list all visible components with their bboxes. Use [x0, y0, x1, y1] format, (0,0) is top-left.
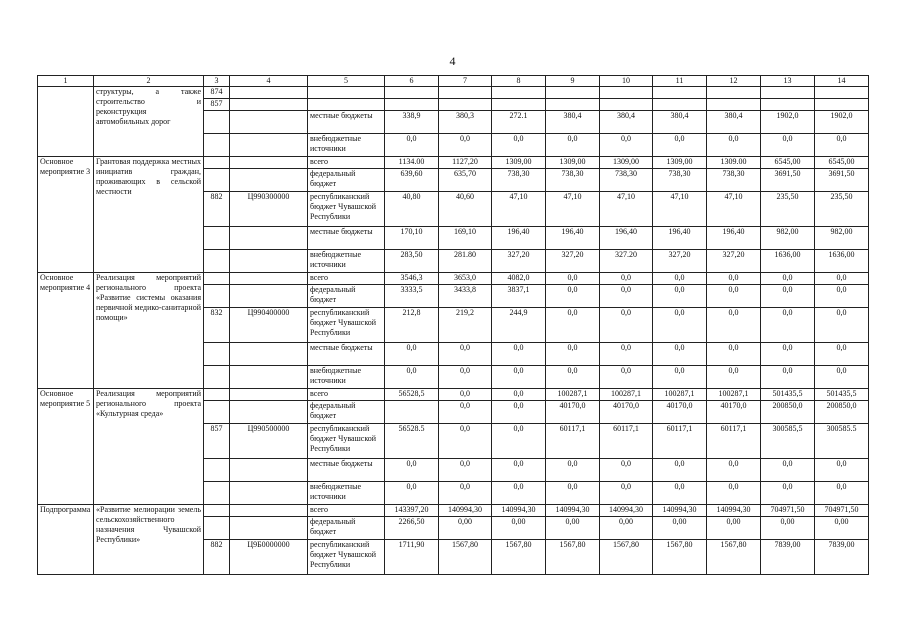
value-cell: 0,0: [492, 389, 546, 401]
grbs-code: [204, 505, 230, 517]
value-cell: 738,30: [707, 169, 761, 192]
value-cell: 0,0: [815, 366, 869, 389]
header-cell-11: 11: [653, 76, 707, 87]
grbs-code: [204, 389, 230, 401]
header-cell-1: 1: [38, 76, 94, 87]
value-cell: [761, 99, 815, 111]
value-cell: 0,0: [707, 134, 761, 157]
funding-source: всего: [308, 505, 385, 517]
grbs-code: [204, 273, 230, 285]
value-cell: [600, 87, 653, 99]
value-cell: 380,4: [546, 111, 600, 134]
budget-classification-code: [230, 505, 308, 517]
funding-source: местные бюджеты: [308, 459, 385, 482]
value-cell: [600, 99, 653, 111]
event-description: Реализация мероприятий регионального проекта «Развитие системы оказания первичной медико-санитарной помощи»: [94, 273, 204, 389]
funding-source: [308, 99, 385, 111]
value-cell: 380,4: [707, 111, 761, 134]
event-description: Реализация мероприятий регионального проекта «Культурная среда»: [94, 389, 204, 505]
header-cell-10: 10: [600, 76, 653, 87]
grbs-code: 874: [204, 87, 230, 99]
grbs-code: [204, 111, 230, 134]
event-label: Основное мероприятие 5: [38, 389, 94, 505]
grbs-code: 882: [204, 192, 230, 227]
budget-classification-code: [230, 99, 308, 111]
value-cell: 235,50: [761, 192, 815, 227]
value-cell: [707, 99, 761, 111]
budget-classification-code: Ц990400000: [230, 308, 308, 343]
value-cell: 327,20: [546, 250, 600, 273]
value-cell: 738,30: [653, 169, 707, 192]
value-cell: 0,00: [439, 517, 492, 540]
value-cell: 982,00: [815, 227, 869, 250]
value-cell: 7839,00: [815, 540, 869, 575]
value-cell: 0,0: [546, 273, 600, 285]
value-cell: 0,0: [761, 273, 815, 285]
value-cell: 56528.5: [385, 424, 439, 459]
grbs-code: 882: [204, 540, 230, 575]
budget-classification-code: [230, 459, 308, 482]
grbs-code: [204, 343, 230, 366]
value-cell: 0,0: [653, 482, 707, 505]
header-cell-12: 12: [707, 76, 761, 87]
value-cell: 3333,5: [385, 285, 439, 308]
grbs-code: 857: [204, 99, 230, 111]
header-cell-4: 4: [230, 76, 308, 87]
value-cell: 0,0: [653, 134, 707, 157]
event-description: Грантовая поддержка местных инициатив граждан, проживающих в сельской местности: [94, 157, 204, 273]
value-cell: 0,0: [492, 424, 546, 459]
value-cell: 0,0: [815, 134, 869, 157]
value-cell: 1902,0: [815, 111, 869, 134]
budget-classification-code: [230, 482, 308, 505]
value-cell: 196,40: [707, 227, 761, 250]
value-cell: 0,0: [653, 343, 707, 366]
value-cell: 4082,0: [492, 273, 546, 285]
value-cell: 0,0: [600, 482, 653, 505]
value-cell: 0,00: [546, 517, 600, 540]
value-cell: 0,0: [546, 366, 600, 389]
value-cell: 0,0: [761, 308, 815, 343]
funding-source: местные бюджеты: [308, 111, 385, 134]
value-cell: 47,10: [492, 192, 546, 227]
value-cell: 40170,0: [546, 401, 600, 424]
value-cell: 0,0: [653, 285, 707, 308]
value-cell: 140994,30: [707, 505, 761, 517]
value-cell: 40170,0: [707, 401, 761, 424]
value-cell: 1309.00: [707, 157, 761, 169]
header-cell-8: 8: [492, 76, 546, 87]
value-cell: 300585,5: [761, 424, 815, 459]
budget-classification-code: [230, 169, 308, 192]
value-cell: 0,0: [707, 459, 761, 482]
value-cell: 0,00: [761, 517, 815, 540]
funding-source: всего: [308, 273, 385, 285]
grbs-code: [204, 482, 230, 505]
value-cell: [385, 87, 439, 99]
value-cell: 1567,80: [707, 540, 761, 575]
funding-source: всего: [308, 157, 385, 169]
value-cell: 0,0: [492, 459, 546, 482]
grbs-code: 832: [204, 308, 230, 343]
value-cell: 1309,00: [546, 157, 600, 169]
value-cell: 2266,50: [385, 517, 439, 540]
value-cell: 3691,50: [815, 169, 869, 192]
budget-classification-code: [230, 134, 308, 157]
value-cell: 6545,00: [815, 157, 869, 169]
funding-source: федеральный бюджет: [308, 517, 385, 540]
budget-classification-code: Ц990500000: [230, 424, 308, 459]
value-cell: 635,70: [439, 169, 492, 192]
value-cell: 196,40: [600, 227, 653, 250]
value-cell: 1309,00: [492, 157, 546, 169]
value-cell: [492, 99, 546, 111]
event-label: [38, 87, 94, 157]
value-cell: [439, 87, 492, 99]
value-cell: 0,00: [707, 517, 761, 540]
grbs-code: [204, 250, 230, 273]
value-cell: 0,0: [815, 285, 869, 308]
value-cell: 235,50: [815, 192, 869, 227]
value-cell: 0,0: [385, 366, 439, 389]
value-cell: 0,0: [761, 343, 815, 366]
value-cell: [439, 99, 492, 111]
value-cell: 212,8: [385, 308, 439, 343]
budget-classification-code: [230, 366, 308, 389]
value-cell: 0,0: [815, 343, 869, 366]
value-cell: 100287,1: [600, 389, 653, 401]
value-cell: 60117,1: [653, 424, 707, 459]
value-cell: [815, 87, 869, 99]
value-cell: 47,10: [707, 192, 761, 227]
value-cell: 0,0: [653, 308, 707, 343]
header-cell-2: 2: [94, 76, 204, 87]
funding-source: федеральный бюджет: [308, 401, 385, 424]
value-cell: 380,3: [439, 111, 492, 134]
value-cell: 380,4: [600, 111, 653, 134]
grbs-code: [204, 459, 230, 482]
value-cell: 982,00: [761, 227, 815, 250]
value-cell: 704971,50: [815, 505, 869, 517]
value-cell: 0,0: [439, 424, 492, 459]
value-cell: 327,20: [707, 250, 761, 273]
value-cell: 501435,5: [815, 389, 869, 401]
grbs-code: [204, 401, 230, 424]
value-cell: 3837,1: [492, 285, 546, 308]
budget-classification-code: Ц990300000: [230, 192, 308, 227]
value-cell: 47,10: [600, 192, 653, 227]
value-cell: 100287,1: [707, 389, 761, 401]
page-number: 4: [449, 54, 456, 68]
event-label: Основное мероприятие 3: [38, 157, 94, 273]
value-cell: 47,10: [653, 192, 707, 227]
value-cell: 140994,30: [439, 505, 492, 517]
value-cell: 1636,00: [815, 250, 869, 273]
value-cell: 1567,80: [492, 540, 546, 575]
funding-source: внебюджетные источники: [308, 250, 385, 273]
value-cell: 0,00: [600, 517, 653, 540]
value-cell: 1309,00: [600, 157, 653, 169]
value-cell: 0,0: [600, 366, 653, 389]
value-cell: 501435,5: [761, 389, 815, 401]
value-cell: 60117,1: [600, 424, 653, 459]
value-cell: 0,0: [653, 273, 707, 285]
budget-classification-code: [230, 250, 308, 273]
grbs-code: [204, 517, 230, 540]
value-cell: 0,0: [439, 401, 492, 424]
value-cell: 738,30: [600, 169, 653, 192]
value-cell: 0,0: [600, 285, 653, 308]
value-cell: 219,2: [439, 308, 492, 343]
grbs-code: [204, 157, 230, 169]
value-cell: 0,00: [653, 517, 707, 540]
grbs-code: [204, 169, 230, 192]
value-cell: 0,0: [492, 482, 546, 505]
value-cell: 1309,00: [653, 157, 707, 169]
value-cell: 0,0: [439, 482, 492, 505]
budget-classification-code: [230, 111, 308, 134]
value-cell: 40170,0: [653, 401, 707, 424]
table-row: [38, 505, 869, 517]
value-cell: 272.1: [492, 111, 546, 134]
value-cell: 60117,1: [707, 424, 761, 459]
value-cell: 0,0: [600, 343, 653, 366]
value-cell: 0,0: [439, 366, 492, 389]
value-cell: 0,0: [600, 273, 653, 285]
value-cell: 140994,30: [546, 505, 600, 517]
funding-source: внебюджетные источники: [308, 482, 385, 505]
value-cell: 0,0: [707, 285, 761, 308]
value-cell: 3691,50: [761, 169, 815, 192]
value-cell: 0,0: [439, 134, 492, 157]
value-cell: 281.80: [439, 250, 492, 273]
value-cell: 196,40: [546, 227, 600, 250]
value-cell: [815, 99, 869, 111]
value-cell: 143397,20: [385, 505, 439, 517]
value-cell: 200850,0: [815, 401, 869, 424]
event-description: «Развитие мелиорации земель сельскохозяйственного назначения Чувашской Республики»: [94, 505, 204, 575]
value-cell: 0,00: [815, 517, 869, 540]
value-cell: 100287,1: [546, 389, 600, 401]
funding-source: внебюджетные источники: [308, 366, 385, 389]
table-row: [38, 389, 869, 401]
value-cell: 1567,80: [600, 540, 653, 575]
value-cell: 0,0: [600, 459, 653, 482]
value-cell: [653, 87, 707, 99]
value-cell: 1902,0: [761, 111, 815, 134]
value-cell: 7839,00: [761, 540, 815, 575]
value-cell: 738,30: [492, 169, 546, 192]
value-cell: 1134.00: [385, 157, 439, 169]
funding-source: республиканский бюджет Чувашской Республики: [308, 540, 385, 575]
value-cell: 0,0: [385, 343, 439, 366]
value-cell: 0,0: [492, 401, 546, 424]
value-cell: 0,0: [546, 134, 600, 157]
value-cell: [707, 87, 761, 99]
value-cell: 0,0: [653, 459, 707, 482]
event-label: Подпрограмма: [38, 505, 94, 575]
value-cell: 60117,1: [546, 424, 600, 459]
value-cell: 0,0: [600, 308, 653, 343]
budget-classification-code: [230, 389, 308, 401]
value-cell: 3653,0: [439, 273, 492, 285]
value-cell: 47,10: [546, 192, 600, 227]
value-cell: 327,20: [492, 250, 546, 273]
value-cell: 338,9: [385, 111, 439, 134]
funding-source: внебюджетные источники: [308, 134, 385, 157]
value-cell: 1567,80: [546, 540, 600, 575]
header-cell-9: 9: [546, 76, 600, 87]
value-cell: 0,0: [707, 366, 761, 389]
value-cell: 140994,30: [653, 505, 707, 517]
value-cell: 0,0: [761, 459, 815, 482]
value-cell: 0,0: [707, 273, 761, 285]
value-cell: 0,0: [439, 343, 492, 366]
value-cell: [492, 87, 546, 99]
header-cell-7: 7: [439, 76, 492, 87]
value-cell: 244,9: [492, 308, 546, 343]
funding-source: федеральный бюджет: [308, 169, 385, 192]
value-cell: 3546,3: [385, 273, 439, 285]
value-cell: 327,20: [653, 250, 707, 273]
value-cell: 0,00: [492, 517, 546, 540]
budget-classification-code: [230, 87, 308, 99]
value-cell: 196,40: [492, 227, 546, 250]
budget-table: [37, 75, 869, 575]
value-cell: 0,0: [600, 134, 653, 157]
funding-source: местные бюджеты: [308, 343, 385, 366]
value-cell: 0,0: [385, 482, 439, 505]
header-cell-6: 6: [385, 76, 439, 87]
value-cell: 0,0: [546, 343, 600, 366]
grbs-code: [204, 366, 230, 389]
value-cell: 0,0: [385, 134, 439, 157]
table-row: [38, 87, 869, 99]
value-cell: 40170,0: [600, 401, 653, 424]
budget-classification-code: [230, 227, 308, 250]
value-cell: 0,0: [492, 134, 546, 157]
value-cell: 704971,50: [761, 505, 815, 517]
value-cell: 0,0: [492, 366, 546, 389]
budget-classification-code: [230, 401, 308, 424]
value-cell: 0,0: [761, 366, 815, 389]
value-cell: 56528,5: [385, 389, 439, 401]
grbs-code: [204, 134, 230, 157]
budget-classification-code: Ц9Б0000000: [230, 540, 308, 575]
value-cell: 170,10: [385, 227, 439, 250]
value-cell: 0,0: [546, 459, 600, 482]
value-cell: 0,0: [439, 459, 492, 482]
value-cell: 283,50: [385, 250, 439, 273]
table-row: [38, 273, 869, 285]
funding-source: [308, 87, 385, 99]
header-cell-13: 13: [761, 76, 815, 87]
value-cell: 1567,80: [439, 540, 492, 575]
value-cell: 140994,30: [492, 505, 546, 517]
value-cell: 0,0: [815, 459, 869, 482]
value-cell: 6545,00: [761, 157, 815, 169]
value-cell: [761, 87, 815, 99]
value-cell: 0,0: [546, 482, 600, 505]
grbs-code: 857: [204, 424, 230, 459]
value-cell: 0,0: [385, 459, 439, 482]
value-cell: [653, 99, 707, 111]
value-cell: 0,0: [546, 285, 600, 308]
grbs-code: [204, 285, 230, 308]
budget-classification-code: [230, 157, 308, 169]
value-cell: 1711,90: [385, 540, 439, 575]
value-cell: 0,0: [761, 134, 815, 157]
value-cell: 0,0: [653, 366, 707, 389]
header-cell-3: 3: [204, 76, 230, 87]
value-cell: 380,4: [653, 111, 707, 134]
event-description: структуры, а также строительство и реконструкция автомобильных дорог: [94, 87, 204, 157]
value-cell: 100287,1: [653, 389, 707, 401]
value-cell: 0,0: [546, 308, 600, 343]
value-cell: 3433,8: [439, 285, 492, 308]
value-cell: 0,0: [815, 308, 869, 343]
funding-source: всего: [308, 389, 385, 401]
funding-source: федеральный бюджет: [308, 285, 385, 308]
value-cell: 169,10: [439, 227, 492, 250]
funding-source: республиканский бюджет Чувашской Республики: [308, 424, 385, 459]
event-label: Основное мероприятие 4: [38, 273, 94, 389]
value-cell: 0,0: [439, 389, 492, 401]
funding-source: местные бюджеты: [308, 227, 385, 250]
value-cell: 0,0: [761, 285, 815, 308]
value-cell: 0,0: [707, 482, 761, 505]
value-cell: [546, 99, 600, 111]
value-cell: [385, 99, 439, 111]
value-cell: 0,0: [815, 482, 869, 505]
value-cell: 0,0: [492, 343, 546, 366]
value-cell: 140994,30: [600, 505, 653, 517]
value-cell: 0,0: [707, 308, 761, 343]
value-cell: 0,0: [707, 343, 761, 366]
header-cell-14: 14: [815, 76, 869, 87]
value-cell: 40,80: [385, 192, 439, 227]
budget-classification-code: [230, 273, 308, 285]
header-cell-5: 5: [308, 76, 385, 87]
value-cell: 738,30: [546, 169, 600, 192]
value-cell: 0,0: [761, 482, 815, 505]
value-cell: [385, 401, 439, 424]
value-cell: 0,0: [815, 273, 869, 285]
value-cell: 196,40: [653, 227, 707, 250]
funding-source: республиканский бюджет Чувашской Республики: [308, 192, 385, 227]
budget-classification-code: [230, 517, 308, 540]
value-cell: [546, 87, 600, 99]
table-row: [38, 157, 869, 169]
value-cell: 1127,20: [439, 157, 492, 169]
budget-classification-code: [230, 343, 308, 366]
budget-classification-code: [230, 285, 308, 308]
funding-source: республиканский бюджет Чувашской Республики: [308, 308, 385, 343]
value-cell: 1636,00: [761, 250, 815, 273]
value-cell: 300585.5: [815, 424, 869, 459]
value-cell: 1567,80: [653, 540, 707, 575]
grbs-code: [204, 227, 230, 250]
value-cell: 200850,0: [761, 401, 815, 424]
table-header-row: [38, 76, 869, 87]
value-cell: 639,60: [385, 169, 439, 192]
value-cell: 327.20: [600, 250, 653, 273]
value-cell: 40,60: [439, 192, 492, 227]
